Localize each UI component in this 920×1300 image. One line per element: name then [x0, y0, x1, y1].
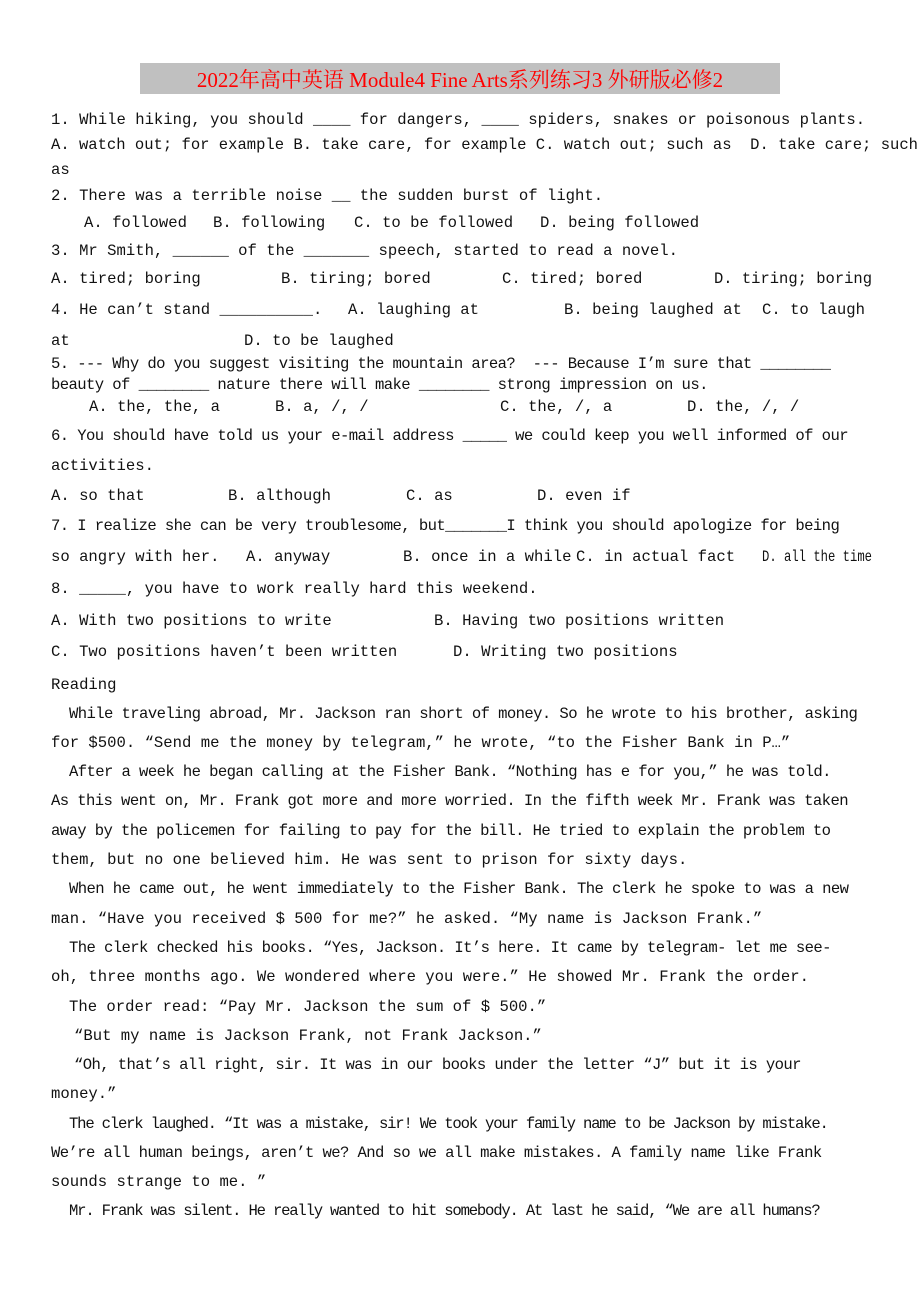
question-4-stem: 4. He can’t stand __________. [51, 301, 323, 319]
question-7-option-d: D. all the time [762, 548, 872, 566]
question-6-stem-line-2: activities. [51, 457, 154, 475]
reading-line: for $500. “Send me the money by telegram,” he wrote, “to the Fisher Bank in P…” [51, 734, 791, 752]
question-8-option-a: A. With two positions to write [51, 612, 332, 630]
question-8-option-c: C. Two positions haven’t been written [51, 643, 398, 661]
reading-line: sounds strange to me. ” [51, 1173, 267, 1191]
question-6-option-d: D. even if [537, 487, 631, 505]
question-2-option-a: A. followed [84, 214, 187, 232]
reading-line: The clerk laughed. “It was a mistake, sir! We took your family name to be Jackson by mistake. [69, 1115, 828, 1133]
reading-line: away by the policemen for failing to pay for the bill. He tried to explain the problem to [51, 822, 831, 840]
reading-line: When he came out, he went immediately to the Fisher Bank. The clerk he spoke to was a new [69, 880, 849, 898]
question-5-option-d: D. the, /, / [687, 398, 800, 416]
reading-line: While traveling abroad, Mr. Jackson ran short of money. So he wrote to his brother, asking [69, 705, 858, 723]
question-8-stem: 8. _____, you have to work really hard this weekend. [51, 580, 538, 598]
question-1-options: A. watch out; for example B. take care, for example C. watch out; such as D. take care; such [51, 136, 918, 154]
question-4-option-a: A. laughing at [348, 301, 480, 319]
reading-line: Mr. Frank was silent. He really wanted to hit somebody. At last he said, “We are all humans? [69, 1202, 820, 1220]
question-3-option-a: A. tired; boring [51, 270, 201, 288]
question-2-stem: 2. There was a terrible noise __ the sudden burst of light. [51, 187, 604, 205]
question-4-option-d: D. to be laughed [244, 332, 394, 350]
question-8-option-d: D. Writing two positions [453, 643, 678, 661]
question-3-option-d: D. tiring; boring [714, 270, 872, 288]
question-7-option-c: C. in actual fact [576, 548, 736, 566]
reading-line: The order read: “Pay Mr. Jackson the sum of $ 500.” [69, 998, 547, 1016]
reading-line: We’re all human beings, aren’t we? And so we all make mistakes. A family name like Frank [51, 1144, 822, 1162]
reading-line: “Oh, that’s all right, sir. It was in our books under the letter “J” but it is your [74, 1056, 801, 1074]
reading-line: After a week he began calling at the Fisher Bank. “Nothing has e for you,” he was told. [69, 763, 831, 781]
question-3-stem: 3. Mr Smith, ______ of the _______ speech, started to read a novel. [51, 242, 678, 260]
question-3-option-b: B. tiring; bored [281, 270, 431, 288]
question-2-option-b: B. following [213, 214, 326, 232]
question-1-options-wrap: as [51, 161, 70, 179]
question-5-option-c: C. the, /, a [500, 398, 613, 416]
question-6-stem-line-1: 6. You should have told us your e-mail address _____ we could keep you well informed of our [51, 427, 848, 445]
document-title: 2022年高中英语 Module4 Fine Arts系列练习3 外研版必修2 [196, 67, 724, 92]
reading-line: The clerk checked his books. “Yes, Jackson. It’s here. It came by telegram- let me see- [69, 939, 831, 957]
question-2-option-c: C. to be followed [354, 214, 514, 232]
question-5-option-b: B. a, /, / [275, 398, 369, 416]
reading-line: them, but no one believed him. He was sent to prison for sixty days. [51, 851, 688, 869]
question-2-option-d: D. being followed [540, 214, 700, 232]
question-5-stem-line-1: 5. --- Why do you suggest visiting the mountain area? --- Because I’m sure that ________ [51, 355, 831, 373]
question-7-stem-line-2: so angry with her. [51, 548, 220, 566]
question-6-option-c: C. as [406, 487, 453, 505]
question-5-option-a: A. the, the, a [89, 398, 221, 416]
question-1-stem: 1. While hiking, you should ____ for dangers, ____ spiders, snakes or poisonous plants. [51, 111, 866, 129]
reading-line: man. “Have you received $ 500 for me?” he asked. “My name is Jackson Frank.” [51, 910, 763, 928]
reading-line: As this went on, Mr. Frank got more and more worried. In the fifth week Mr. Frank was taken [51, 792, 848, 810]
document-title-banner [140, 63, 780, 94]
question-4-option-b: B. being laughed at [564, 301, 742, 319]
reading-line: oh, three months ago. We wondered where you were.” He showed Mr. Frank the order. [51, 968, 809, 986]
reading-line: money.” [51, 1085, 117, 1103]
question-7-option-a: A. anyway [246, 548, 331, 566]
question-6-option-b: B. although [228, 487, 331, 505]
question-7-option-b: B. once in a while [403, 548, 572, 566]
question-3-option-c: C. tired; bored [502, 270, 643, 288]
reading-heading: Reading [51, 676, 117, 694]
question-4-option-c: C. to laugh [762, 301, 865, 319]
reading-line: “But my name is Jackson Frank, not Frank Jackson.” [74, 1027, 542, 1045]
question-4-option-c-wrap: at [51, 332, 70, 350]
question-7-stem-line-1: 7. I realize she can be very troublesome, but_______I think you should apologize for being [51, 517, 840, 535]
question-8-option-b: B. Having two positions written [434, 612, 725, 630]
question-6-option-a: A. so that [51, 487, 145, 505]
question-5-stem-line-2: beauty of ________ nature there will make ________ strong impression on us. [51, 376, 708, 394]
